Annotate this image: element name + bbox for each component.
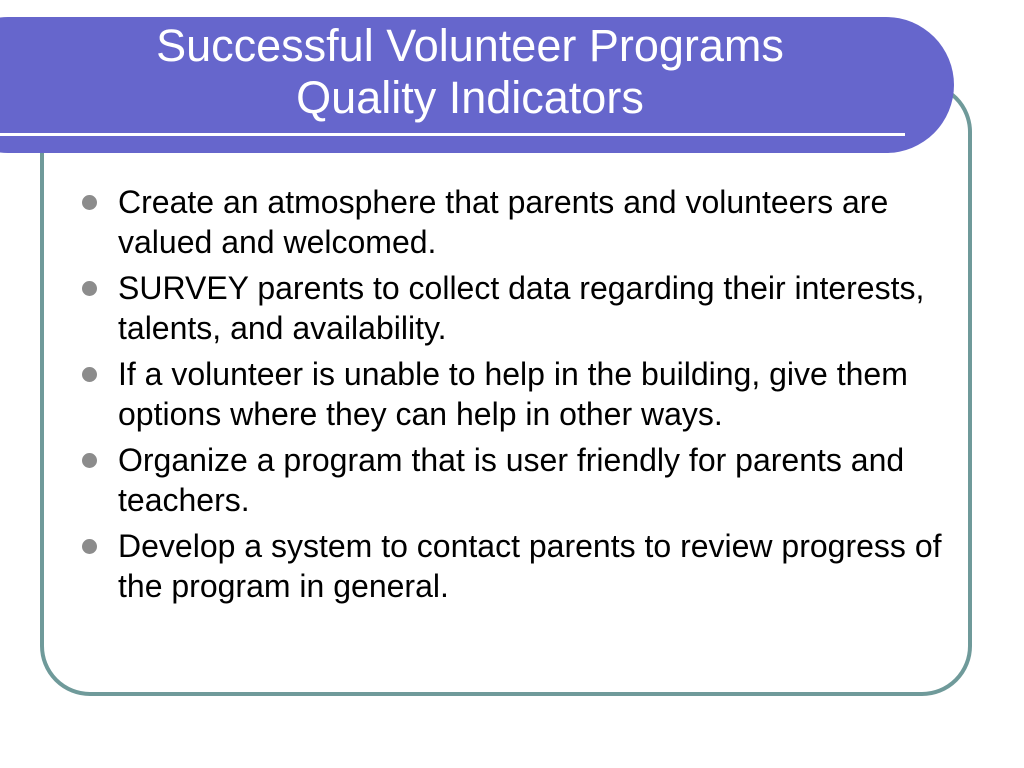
bullet-dot-icon bbox=[82, 195, 97, 210]
bullet-text: If a volunteer is unable to help in the building, give them options where they can help in other ways. bbox=[118, 356, 908, 432]
bullet-item bbox=[82, 526, 962, 606]
bullet-text: Organize a program that is user friendly for parents and teachers. bbox=[118, 442, 905, 518]
bullet-item bbox=[82, 440, 962, 520]
bullet-dot-icon bbox=[82, 453, 97, 468]
slide-title bbox=[0, 20, 940, 124]
title-underline bbox=[0, 133, 905, 136]
bullet-dot-icon bbox=[82, 539, 97, 554]
bullet-list bbox=[82, 182, 962, 612]
bullet-text: Create an atmosphere that parents and volunteers are valued and welcomed. bbox=[118, 184, 889, 260]
bullet-text: Develop a system to contact parents to review progress of the program in general. bbox=[118, 528, 942, 604]
bullet-dot-icon bbox=[82, 281, 97, 296]
bullet-dot-icon bbox=[82, 367, 97, 382]
bullet-text: SURVEY parents to collect data regarding their interests, talents, and availability. bbox=[118, 270, 925, 346]
bullet-item bbox=[82, 182, 962, 262]
bullet-item bbox=[82, 268, 962, 348]
bullet-item bbox=[82, 354, 962, 434]
title-line-2: Quality Indicators bbox=[296, 72, 644, 123]
title-line-1: Successful Volunteer Programs bbox=[156, 20, 784, 71]
